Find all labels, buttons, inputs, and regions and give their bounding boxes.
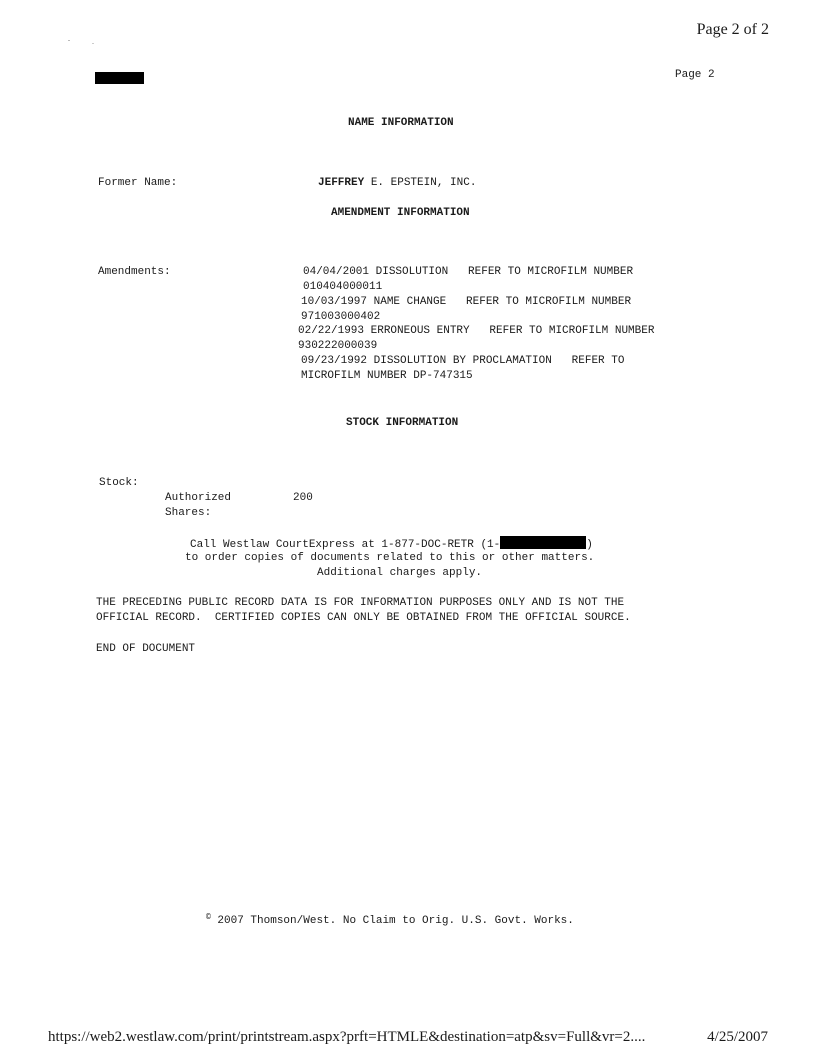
- copyright-text: 2007 Thomson/West. No Claim to Orig. U.S. Govt. Works.: [217, 915, 574, 927]
- copyright-notice: [206, 910, 574, 929]
- footer-url: https://web2.westlaw.com/print/printstream.aspx?prft=HTMLE&destination=atp&sv=Full&vr=2....: [48, 1029, 646, 1045]
- former-name-value: [318, 176, 476, 191]
- amendment-line: 010404000011: [303, 281, 383, 293]
- authorized-shares-value: 200: [293, 492, 313, 504]
- disclaimer-line1: THE PRECEDING PUBLIC RECORD DATA IS FOR INFORMATION PURPOSES ONLY AND IS NOT THE: [96, 597, 625, 609]
- order-notice-line3: Additional charges apply.: [317, 567, 483, 579]
- amendment-line: 04/04/2001 DISSOLUTION REFER TO MICROFILM NUMBER: [303, 266, 634, 278]
- order-phone-suffix: ): [586, 539, 593, 551]
- page-label: Page 2: [675, 69, 715, 81]
- amendment-line: 02/22/1993 ERRONEOUS ENTRY REFER TO MICROFILM NUMBER: [298, 325, 655, 337]
- amendment-line: MICROFILM NUMBER DP-747315: [301, 370, 473, 382]
- name-information-heading: NAME INFORMATION: [348, 117, 454, 129]
- amendments-label: Amendments:: [98, 266, 171, 278]
- order-notice-line2: to order copies of documents related to this or other matters.: [185, 552, 595, 564]
- former-name-rest: E. EPSTEIN, INC.: [364, 177, 477, 189]
- order-phone-prefix: Call Westlaw CourtExpress at 1-877-DOC-RETR (1-: [190, 539, 501, 551]
- page-counter: Page 2 of 2: [696, 21, 769, 38]
- authorized-shares-label-line2: Shares:: [165, 507, 212, 519]
- scan-speck: [68, 40, 70, 41]
- copyright-symbol: ©: [206, 913, 211, 922]
- authorized-shares-label-line1: Authorized: [165, 492, 232, 504]
- end-of-document: END OF DOCUMENT: [96, 643, 196, 655]
- amendment-line: 930222000039: [298, 340, 378, 352]
- amendment-line: 09/23/1992 DISSOLUTION BY PROCLAMATION REFER TO: [301, 355, 625, 367]
- stock-label: Stock:: [99, 477, 139, 489]
- scan-speck: [92, 43, 94, 44]
- former-name-label: Former Name:: [98, 177, 178, 189]
- disclaimer-line2: OFFICIAL RECORD. CERTIFIED COPIES CAN ONLY BE OBTAINED FROM THE OFFICIAL SOURCE.: [96, 612, 631, 624]
- footer-date: 4/25/2007: [707, 1029, 768, 1045]
- phone-redaction: [500, 536, 586, 549]
- amendment-information-heading: AMENDMENT INFORMATION: [331, 207, 470, 219]
- redaction-bar: [95, 72, 144, 84]
- stock-information-heading: STOCK INFORMATION: [346, 417, 459, 429]
- amendment-line: 971003000402: [301, 311, 381, 323]
- amendment-line: 10/03/1997 NAME CHANGE REFER TO MICROFILM NUMBER: [301, 296, 632, 308]
- former-name-bold: JEFFREY: [318, 177, 365, 189]
